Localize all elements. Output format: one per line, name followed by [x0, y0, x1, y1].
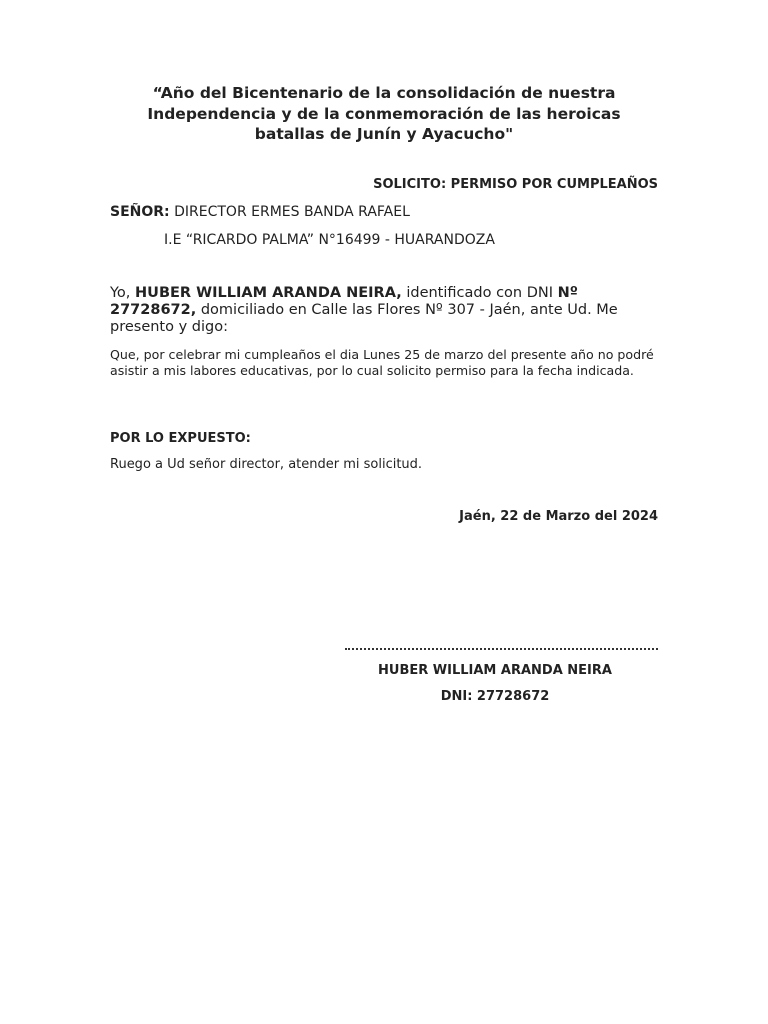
intro-suffix: domiciliado en Calle las Flores Nº 307 - Jaén, ante Ud. Me presento y digo: — [110, 302, 618, 335]
addressee-label: SEÑOR: — [110, 204, 170, 220]
addressee-name: DIRECTOR ERMES BANDA RAFAEL — [174, 204, 410, 220]
header-line-1: “Año del Bicentenario de la consolidación de nuestra — [152, 84, 616, 102]
signer-dni: DNI: 27728672 — [440, 689, 550, 704]
subject-line: SOLICITO: PERMISO POR CUMPLEAÑOS — [373, 177, 658, 192]
intro-dni: Nº 27728672, — [110, 285, 578, 318]
intro-mid: identificado con DNI — [401, 285, 558, 301]
addressee-line — [110, 203, 410, 221]
place-date: Jaén, 22 de Marzo del 2024 — [459, 509, 658, 524]
closing-heading: POR LO EXPUESTO: — [110, 431, 251, 446]
request-body-paragraph: Que, por celebrar mi cumpleaños el dia Lunes 25 de marzo del presente año no podré asistir a mis labores educativas, por lo cual solicito permiso para la fecha indicada. — [110, 347, 654, 378]
addressee-institution: I.E “RICARDO PALMA” N°16499 - HUARANDOZA — [164, 232, 495, 248]
document-header-title — [110, 83, 658, 145]
signer-name: HUBER WILLIAM ARANDA NEIRA — [378, 663, 612, 678]
intro-paragraph — [110, 285, 660, 336]
signature-dotted-line — [345, 648, 658, 650]
header-line-3: batallas de Junín y Ayacucho" — [254, 125, 514, 143]
header-line-2: Independencia y de la conmemoración de las heroicas — [147, 104, 621, 123]
intro-prefix: Yo, — [110, 285, 136, 301]
intro-name: HUBER WILLIAM ARANDA NEIRA, — [135, 285, 402, 301]
closing-request: Ruego a Ud señor director, atender mi solicitud. — [110, 457, 423, 472]
